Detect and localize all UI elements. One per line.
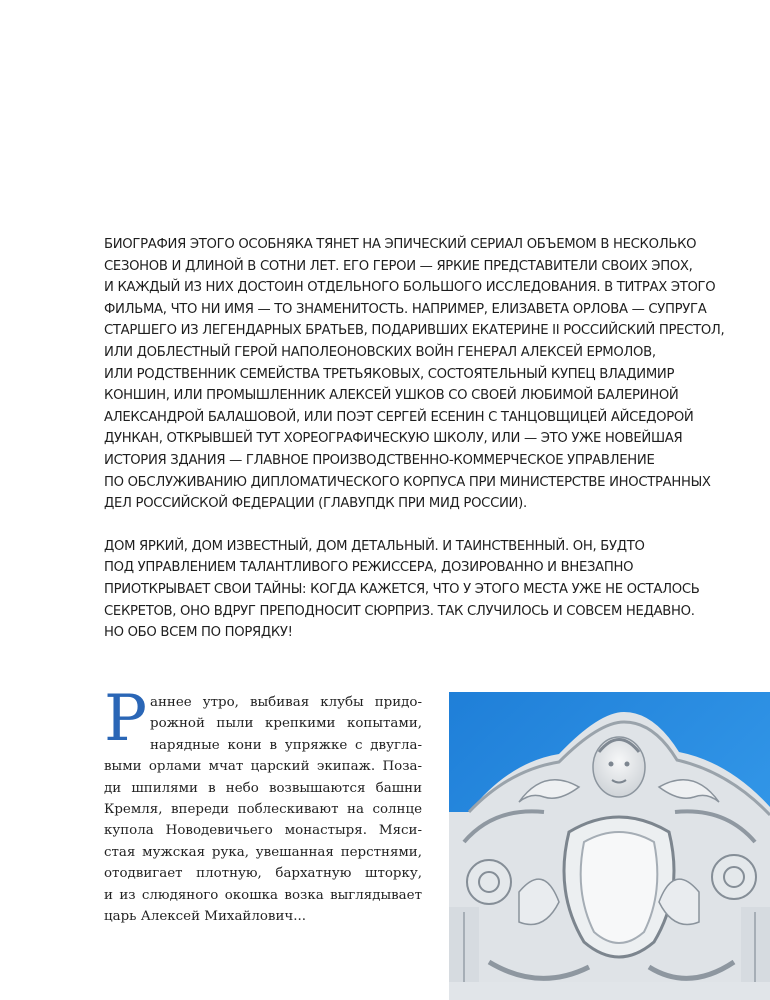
story-line: отодвигает плотную, бархатную шторку,: [104, 866, 422, 882]
lead-line: ДУНКАН, ОТКРЫВШЕЙ ТУТ ХОРЕОГРАФИЧЕСКУЮ ШКОЛУ, ИЛИ — ЭТО УЖЕ НОВЕЙШАЯ: [104, 431, 683, 447]
story-line: нарядные кони в упряжке с двугла-: [150, 737, 422, 753]
story-line: ди шпилями в небо возвышаются башни: [104, 780, 422, 796]
story-line: аннее утро, выбивая клубы придо-: [150, 695, 422, 710]
facade-illustration: [449, 692, 770, 1000]
lead-text: [104, 234, 725, 644]
lead-line: СТАРШЕГО ИЗ ЛЕГЕНДАРНЫХ БРАТЬЕВ, ПОДАРИВШИХ ЕКАТЕРИНЕ II РОССИЙСКИЙ ПРЕСТОЛ,: [104, 323, 725, 339]
lead-line: И КАЖДЫЙ ИЗ НИХ ДОСТОИН ОТДЕЛЬНОГО БОЛЬШОГО ИССЛЕДОВАНИЯ. В ТИТРАХ ЭТОГО: [104, 280, 716, 296]
lead-line: КОНШИН, ИЛИ ПРОМЫШЛЕННИК АЛЕКСЕЙ УШКОВ СО СВОЕЙ ЛЮБИМОЙ БАЛЕРИНОЙ: [104, 388, 679, 404]
drop-cap: Р: [104, 682, 148, 756]
story-line: рожной пыли крепкими копытами,: [150, 716, 422, 732]
lead-line: ФИЛЬМА, ЧТО НИ ИМЯ — ТО ЗНАМЕНИТОСТЬ. НАПРИМЕР, ЕЛИЗАВЕТА ОРЛОВА — СУПРУГА: [104, 301, 707, 317]
mascaron: [593, 737, 645, 797]
story-line: выми орлами мчат царский экипаж. Поза-: [104, 759, 422, 775]
story-line: стая мужская рука, увешанная перстнями,: [104, 844, 422, 860]
lead-line: ИЛИ РОДСТВЕННИК СЕМЕЙСТВА ТРЕТЬЯКОВЫХ, СОСТОЯТЕЛЬНЫЙ КУПЕЦ ВЛАДИМИР: [104, 366, 675, 382]
lead-line: ДЕЛ РОССИЙСКОЙ ФЕДЕРАЦИИ (ГЛАВУПДК ПРИ МИД РОССИИ).: [104, 496, 527, 512]
lead-line: СЕКРЕТОВ, ОНО ВДРУГ ПРЕПОДНОСИТ СЮРПРИЗ. ТАК СЛУЧИЛОСЬ И СОВСЕМ НЕДАВНО.: [104, 603, 695, 619]
lead-paragraph-1: [104, 234, 725, 515]
story-line: и из слюдяного окошка возка выглядывает: [104, 887, 422, 903]
lead-line: ИЛИ ДОБЛЕСТНЫЙ ГЕРОЙ НАПОЛЕОНОВСКИХ ВОЙН ГЕНЕРАЛ АЛЕКСЕЙ ЕРМОЛОВ,: [104, 344, 656, 360]
story-text: [104, 692, 422, 927]
lead-line: ПОД УПРАВЛЕНИЕМ ТАЛАНТЛИВОГО РЕЖИССЕРА, ДОЗИРОВАННО И ВНЕЗАПНО: [104, 560, 634, 576]
lead-paragraph-2: [104, 536, 704, 644]
lead-line: НО ОБО ВСЕМ ПО ПОРЯДКУ!: [104, 625, 293, 641]
story-line: царь Алексей Михайлович...: [104, 909, 307, 925]
lead-line: ПРИОТКРЫВАЕТ СВОИ ТАЙНЫ: КОГДА КАЖЕТСЯ, ЧТО У ЭТОГО МЕСТА УЖЕ НЕ ОСТАЛОСЬ: [104, 581, 700, 597]
lead-line: ПО ОБСЛУЖИВАНИЮ ДИПЛОМАТИЧЕСКОГО КОРПУСА ПРИ МИНИСТЕРСТВЕ ИНОСТРАННЫХ: [104, 474, 711, 490]
facade-stucco-photo: [449, 692, 770, 1000]
lead-line: ДОМ ЯРКИЙ, ДОМ ИЗВЕСТНЫЙ, ДОМ ДЕТАЛЬНЫЙ. И ТАИНСТВЕННЫЙ. ОН, БУДТО: [104, 538, 645, 554]
lead-line: ИСТОРИЯ ЗДАНИЯ — ГЛАВНОЕ ПРОИЗВОДСТВЕННО-КОММЕРЧЕСКОЕ УПРАВЛЕНИЕ: [104, 452, 655, 468]
lead-line: СЕЗОНОВ И ДЛИНОЙ В СОТНИ ЛЕТ. ЕГО ГЕРОИ — ЯРКИЕ ПРЕДСТАВИТЕЛИ СВОИХ ЭПОХ,: [104, 258, 693, 274]
lead-line: АЛЕКСАНДРОЙ БАЛАШОВОЙ, ИЛИ ПОЭТ СЕРГЕЙ ЕСЕНИН С ТАНЦОВЩИЦЕЙ АЙСЕДОРОЙ: [104, 409, 694, 425]
story-line: Кремля, впереди поблескивают на солнце: [104, 802, 422, 818]
lead-line: БИОГРАФИЯ ЭТОГО ОСОБНЯКА ТЯНЕТ НА ЭПИЧЕСКИЙ СЕРИАЛ ОБЪЕМОМ В НЕСКОЛЬКО: [104, 237, 697, 252]
story-line: купола Новодевичьего монастыря. Мяси-: [104, 823, 422, 839]
